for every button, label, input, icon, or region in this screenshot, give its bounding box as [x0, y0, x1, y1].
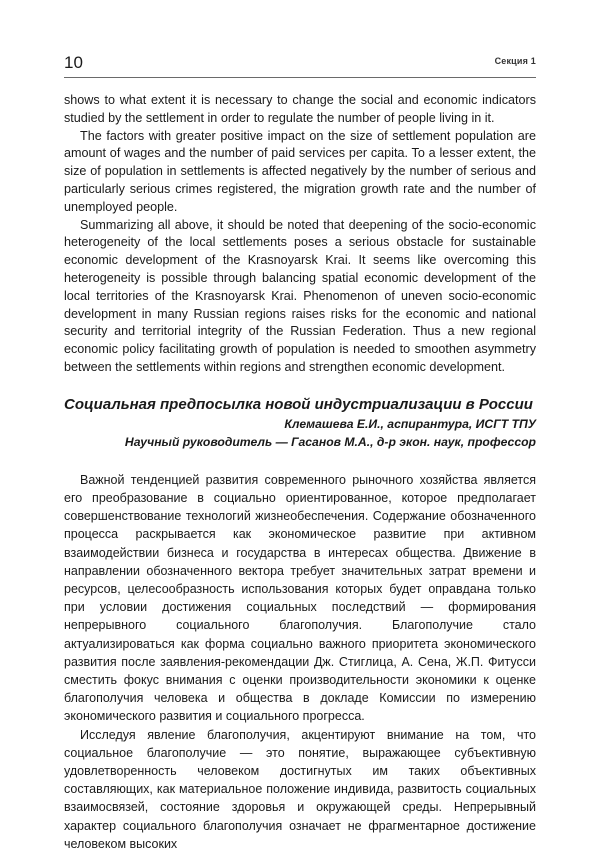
english-text	[64, 92, 536, 377]
paragraph: shows to what extent it is necessary to change the social and economic indicators studied by the settlement in order to regulate the number of people living in it.	[64, 93, 536, 125]
paragraph: Исследуя явление благополучия, акцентируют внимание на том, что социальное благополучие — это понятие, выражающее субъективную удовлетворенность человеком достигнутых им таких объективных составляющих, как материальное положение индивида, развитость социальных взаимосвязей, состояние здоровья и окружающей среды. Непрерывный характер социального благополучия означает не фрагментарное достижение человеком высоких	[64, 727, 536, 851]
article-advisor: Научный руководитель — Гасанов М.А., д-р экон. наук, профессор	[124, 434, 536, 449]
article-text	[64, 471, 536, 853]
header-rule	[64, 77, 536, 78]
paragraph: Важной тенденцией развития современного рыночного хозяйства является его преобразование в социально ориентированное, которое предполагает совершенствование технологий жизнеобеспечения. Содержание обозначенного процесса раскрывается как экономическое развитие при активном взаимодействии бизнеса и государства в интересах общества. Движение в направлении обозначенного вектора требует значительных затрат времени и ресурсов, целесообразность использования которых будет оправдана только при условии достижения социальных последствий — формирования непрерывного социального благополучия. Благополучие стало актуализироваться как форма социально важного приоритета экономического развития после заявления-рекомендации Дж. Стиглица, А. Сена, Ж.П. Фитусси сместить фокус внимания с оценки производительности экономики к оценке благополучия человека и общества в докладе Комиссии по измерению экономического развития и социального прогресса.	[64, 472, 536, 724]
paragraph: Summarizing all above, it should be noted that deepening of the socio-economic heterogeneity of the local settlements poses a serious obstacle for sustainable economic development of the Krasnoyarsk Krai. It seems like overcoming this heterogeneity is possible through balancing spatial economic development of the local territories of the Krasnoyarsk Krai. Phenomenon of uneven socio-economic development in many Russian regions raises risks for the economic and national security and territorial integrity of the Russian Federation. Thus a new regional economic policy facilitating growth of population is needed to smoothen asymmetry between the settlements within regions and strengthen economic development.	[64, 217, 536, 374]
page-header	[64, 52, 536, 76]
page-number: 10	[64, 53, 83, 72]
section-label: Секция 1	[494, 56, 536, 66]
article-title: Социальная предпосылка новой индустриализации в России	[64, 395, 533, 413]
article-author: Клемашева Е.И., аспирантура, ИСГТ ТПУ	[284, 416, 536, 431]
paragraph: The factors with greater positive impact on the size of settlement population are amount of wages and the number of paid services per capita. To a lesser extent, the size of population in settlements is affected negatively by the number of serious and particularly serious crimes registered, the migration growth rate and the number of unemployed people.	[64, 128, 536, 214]
page-body	[64, 92, 536, 853]
